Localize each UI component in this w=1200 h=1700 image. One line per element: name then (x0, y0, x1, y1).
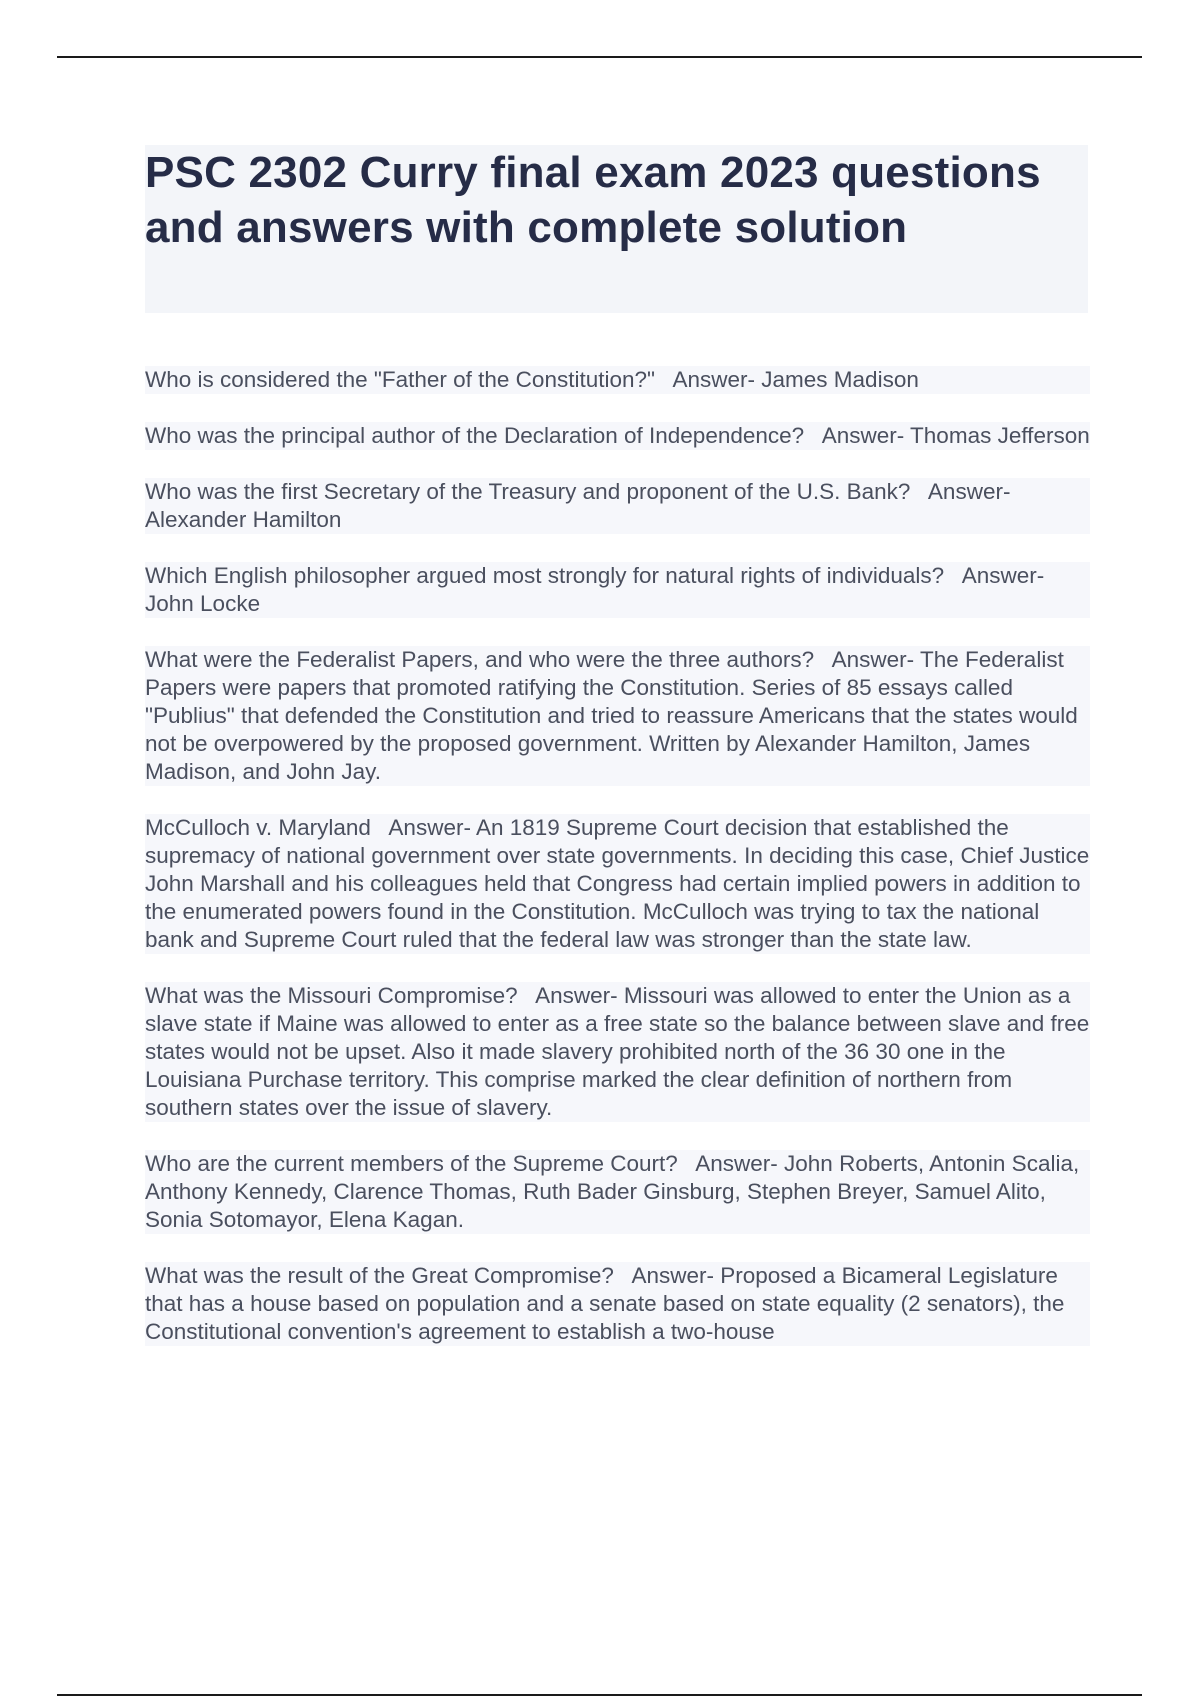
question-text: Who are the current members of the Supreme Court? (145, 1151, 678, 1176)
qa-item (145, 422, 1090, 450)
title-block (145, 145, 1088, 313)
question-text: What were the Federalist Papers, and who were the three authors? (145, 647, 815, 672)
answer-text: Answer- Thomas Jefferson (821, 423, 1090, 448)
answer-text: Answer- Alexander Hamilton (145, 479, 1011, 532)
qa-item (145, 1262, 1090, 1346)
qa-item (145, 814, 1090, 954)
answer-text: Answer- Missouri was allowed to enter the Union as a slave state if Maine was allowed to enter as a free state so the balance between slave and free states would not be upset. Also it made slavery prohibited north of the 36 30 one in the Louisiana Purchase territory. This comprise marked the clear definition of northern from southern states over the issue of slavery. (145, 983, 1090, 1120)
answer-text: Answer- The Federalist Papers were papers that promoted ratifying the Constitution. Series of 85 essays called "Publius" that defended the Constitution and tried to reassure Americans that the states would not be overpowered by the proposed government. Written by Alexander Hamilton, James Madison, and John Jay. (145, 647, 1078, 784)
qa-item (145, 646, 1090, 786)
question-text: What was the result of the Great Compromise? (145, 1263, 614, 1288)
answer-text: Answer- An 1819 Supreme Court decision that established the supremacy of national government over state governments. In deciding this case, Chief Justice John Marshall and his colleagues held that Congress had certain implied powers in addition to the enumerated powers found in the Constitution. McCulloch was trying to tax the national bank and Supreme Court ruled that the federal law was stronger than the state law. (145, 815, 1090, 952)
qa-item (145, 366, 1090, 394)
header-rule (57, 56, 1142, 58)
question-text: Who was the principal author of the Declaration of Independence? (145, 423, 805, 448)
question-text: Which English philosopher argued most strongly for natural rights of individuals? (145, 563, 945, 588)
question-text: What was the Missouri Compromise? (145, 983, 518, 1008)
qa-item (145, 982, 1090, 1122)
answer-text: Answer- Proposed a Bicameral Legislature that has a house based on population and a senate based on state equality (2 senators), the Constitutional convention's agreement to establish a two-house (145, 1263, 1065, 1344)
qa-item (145, 478, 1090, 534)
qa-item (145, 562, 1090, 618)
answer-text: Answer- John Roberts, Antonin Scalia, Anthony Kennedy, Clarence Thomas, Ruth Bader Ginsburg, Stephen Breyer, Samuel Alito, Sonia Sotomayor, Elena Kagan. (145, 1151, 1080, 1232)
qa-list (145, 366, 1090, 1374)
answer-text: Answer- James Madison (672, 367, 919, 392)
document-title: PSC 2302 Curry final exam 2023 questions and answers with complete solution (145, 148, 1041, 252)
qa-item (145, 1150, 1090, 1234)
footer-rule (57, 1694, 1142, 1696)
question-text: Who was the first Secretary of the Treasury and proponent of the U.S. Bank? (145, 479, 911, 504)
question-text: McCulloch v. Maryland (145, 815, 371, 840)
answer-text: Answer- John Locke (145, 563, 1045, 616)
question-text: Who is considered the "Father of the Constitution?" (145, 367, 655, 392)
